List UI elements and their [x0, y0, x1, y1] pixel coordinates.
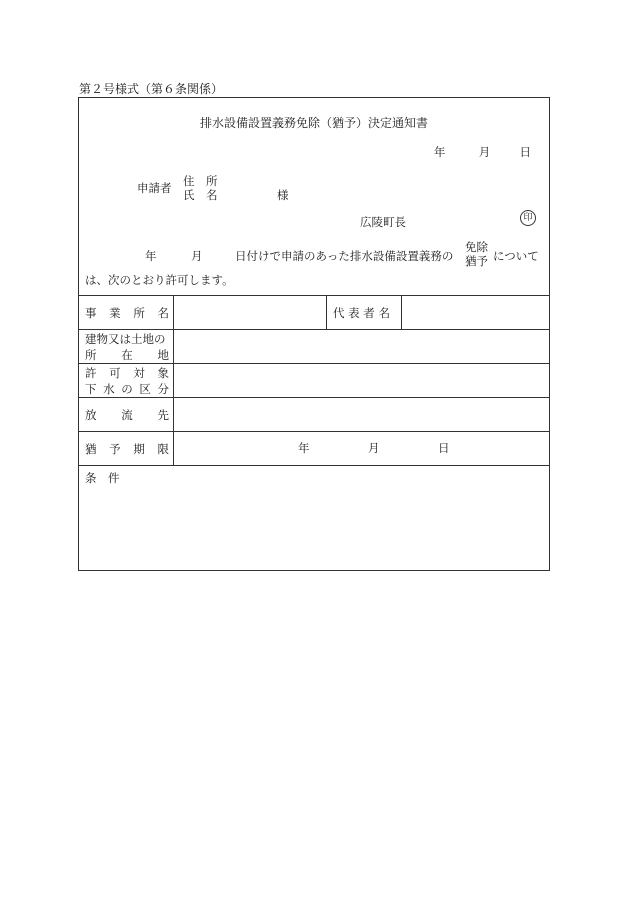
- issue-day: 日: [519, 145, 531, 159]
- body-year: 年: [145, 249, 157, 263]
- name-label: 氏 名: [183, 188, 218, 202]
- issuer-title: 広陵町長: [360, 215, 406, 229]
- seal-mark: 印: [520, 210, 536, 226]
- detail-table: [79, 295, 550, 572]
- option-stack: [465, 240, 488, 268]
- body-month: 月: [191, 249, 203, 263]
- notice-title: 排水設備設置義務免除（猶予）決定通知書: [199, 116, 428, 130]
- deadline-month: 月: [368, 441, 380, 455]
- table-row: [79, 364, 550, 398]
- issue-year: 年: [433, 145, 446, 159]
- table-row: [79, 330, 550, 364]
- table-row: [79, 466, 550, 572]
- body-text-1: 日付けで申請のあった排水設備設置義務の: [235, 249, 454, 263]
- conditions-area[interactable]: [79, 466, 550, 572]
- form-number: 第２号様式（第６条関係）: [79, 82, 224, 96]
- table-row: [79, 432, 550, 466]
- address-label: 住 所: [183, 174, 218, 188]
- notice-header: [79, 98, 549, 295]
- conditions-label: 条 件: [85, 471, 120, 485]
- body-text-3: は、次のとおり許可します。: [85, 273, 234, 287]
- body-text-2: について: [493, 249, 539, 263]
- representative-label: 代 表 者 名: [327, 296, 402, 330]
- deadline-day: 日: [438, 441, 450, 455]
- location-label: 建物又は土地の 所 在 地: [79, 330, 174, 364]
- notice-frame: [78, 97, 550, 571]
- permit-category-label: 許 可 対 象 下 水 の 区 分: [79, 364, 174, 398]
- applicant-label: 申請者: [137, 181, 172, 195]
- discharge-field[interactable]: [174, 398, 551, 432]
- business-name-field[interactable]: [174, 296, 327, 330]
- discharge-label: 放 流 先: [79, 398, 174, 432]
- deadline-label: 猶 予 期 限: [79, 432, 174, 466]
- deadline-field[interactable]: [174, 432, 551, 466]
- business-name-label: 事 業 所 名: [79, 296, 174, 330]
- permit-category-field[interactable]: [174, 364, 551, 398]
- issue-date: [434, 144, 531, 160]
- option-postponement: 猶予: [465, 254, 488, 268]
- issue-month: 月: [478, 145, 491, 159]
- representative-field[interactable]: [402, 296, 551, 330]
- option-exemption: 免除: [465, 240, 488, 254]
- honorific: 様: [277, 188, 289, 202]
- deadline-year: 年: [298, 441, 310, 455]
- table-row: [79, 296, 550, 330]
- location-field[interactable]: [174, 330, 551, 364]
- table-row: [79, 398, 550, 432]
